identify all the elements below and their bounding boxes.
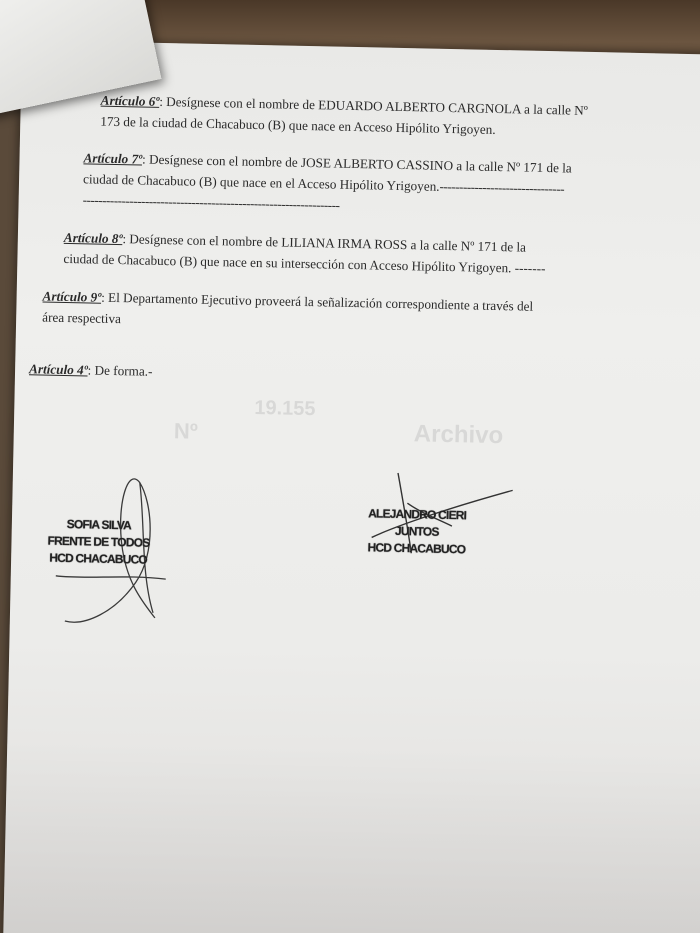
article-7-line1: : Desígnese con el nombre de JOSE ALBERTO CASSINO a la calle Nº 171 de la	[141, 151, 572, 176]
signature-left-council: HCD CHACABUCO	[49, 550, 148, 567]
article-7-dashes-line3: ------------------------------------------------------------------	[82, 192, 340, 213]
signature-right-council: HCD CHACABUCO	[367, 540, 466, 557]
article-7-dashes: --------------------------------	[439, 178, 565, 197]
signature-left-party: FRENTE DE TODOS	[47, 533, 150, 550]
article-8-line1: : Desígnese con el nombre de LILIANA IRMA ROSS a la calle Nº 171 de la	[122, 231, 527, 255]
article-8-heading: Artículo 8º	[63, 229, 123, 247]
bleed-through-label-left: Nº	[173, 418, 199, 444]
signature-left-name: SOFIA SILVA	[66, 517, 132, 533]
signature-left-stamp	[33, 515, 164, 569]
article-9-line1: : El Departamento Ejecutivo proveerá la señalización correspondiente a través del	[101, 289, 534, 314]
article-6-heading: Artículo 6º	[100, 92, 160, 109]
bleed-through-label-right: Archivo	[413, 420, 504, 450]
article-6-line1: : Desígnese con el nombre de EDUARDO ALBERTO CARGNOLA a la calle Nº	[159, 93, 588, 118]
signature-right-party: JUNTOS	[394, 523, 439, 539]
article-4-line1: : De forma.-	[87, 362, 153, 379]
article-4	[29, 358, 153, 382]
article-9-line2: área respectiva	[42, 309, 122, 327]
document-page	[3, 40, 700, 933]
article-4-heading: Artículo 4º	[28, 361, 88, 378]
article-7-heading: Artículo 7º	[83, 150, 143, 167]
article-6	[100, 90, 588, 142]
article-6-line2: 173 de la ciudad de Chacabuco (B) que nace en Acceso Hipólito Yrigoyen.	[100, 113, 496, 137]
page-shadow	[2, 740, 700, 933]
signature-right-stamp	[356, 505, 477, 559]
article-7	[82, 147, 572, 220]
bleed-through-number: 19.155	[254, 396, 316, 421]
article-7-line2: ciudad de Chacabuco (B) que nace en el Acceso Hipólito Yrigoyen.	[82, 171, 440, 194]
article-9	[42, 285, 533, 337]
signature-right-name: ALEJANDRO CIERI	[368, 506, 467, 523]
article-8-line2: ciudad de Chacabuco (B) que nace en su intersección con Acceso Hipólito Yrigoyen. -------	[63, 250, 546, 277]
article-9-heading: Artículo 9º	[42, 288, 102, 305]
article-8	[63, 227, 546, 279]
